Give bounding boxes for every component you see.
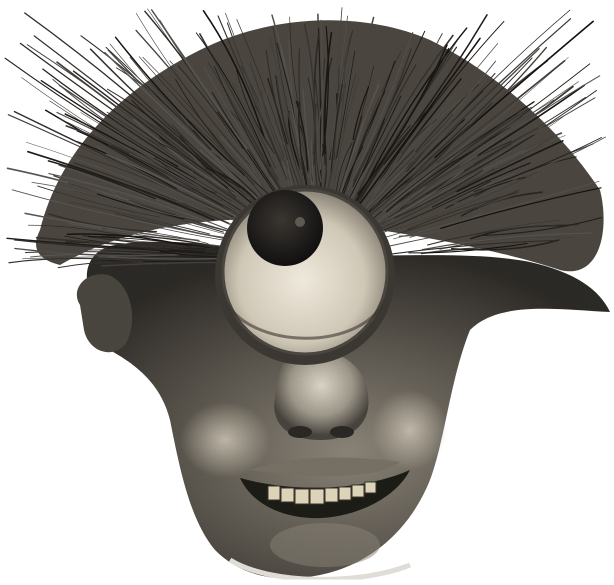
iris — [247, 190, 323, 266]
nostril-right — [330, 426, 354, 438]
left-cheek-highlight — [180, 402, 270, 478]
pupil-highlight — [295, 217, 305, 227]
right-cheek-highlight — [372, 390, 448, 470]
eye — [215, 185, 395, 365]
chin-highlight — [270, 523, 380, 567]
nostril-left — [288, 426, 312, 438]
